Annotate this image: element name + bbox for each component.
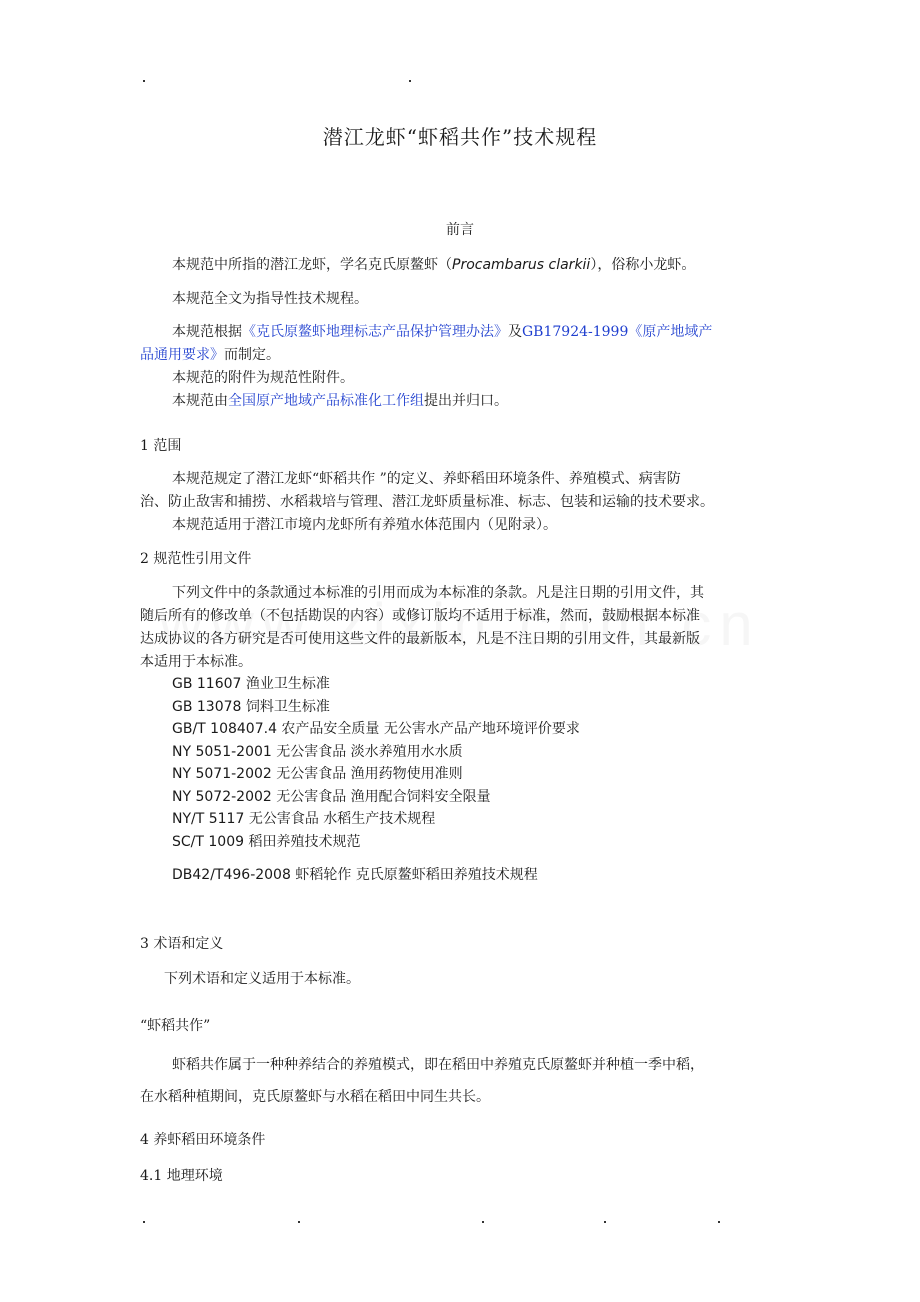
reference-item: SC/T 1009 稻田养殖技术规范 <box>172 834 361 850</box>
term-label: “虾稻共作” <box>140 1018 211 1034</box>
term-definition-line-2: 在水稻种植期间，克氏原鳌虾与水稻在稻田中同生共长。 <box>140 1089 490 1105</box>
p1-text-a: 本规范中所指的潜江龙虾，学名克氏原鳌虾（ <box>172 257 452 273</box>
standard-link[interactable]: GB17924-1999《原产地域产 <box>522 324 713 340</box>
reference-item: DB42/T496-2008 虾稻轮作 克氏原鳌虾稻田养殖技术规程 <box>172 867 538 883</box>
preface-paragraph-2: 本规范全文为指导性技术规程。 <box>172 291 368 307</box>
regulation-link[interactable]: 《克氏原鳌虾地理标志产品保护管理办法》 <box>242 324 508 340</box>
footer-dot-5 <box>718 1221 720 1223</box>
reference-item: GB/T 108407.4 农产品安全质量 无公害水产品产地环境评价要求 <box>172 721 580 737</box>
preface-paragraph-3-line-1 <box>172 321 712 343</box>
section-1-heading: 1 范围 <box>140 438 182 454</box>
preface-heading: 前言 <box>446 222 474 238</box>
reference-item: NY 5072-2002 无公害食品 渔用配合饲料安全限量 <box>172 789 491 805</box>
section-1-p1-line-2: 治、防止敌害和捕捞、水稻栽培与管理、潜江龙虾质量标准、标志、包装和运输的技术要求。 <box>140 494 714 510</box>
p3-text-a: 本规范根据 <box>172 324 242 340</box>
footer-dot-4 <box>604 1221 606 1223</box>
p1-text-b: ），俗称小龙虾。 <box>590 257 696 273</box>
reference-item: NY/T 5117 无公害食品 水稻生产技术规程 <box>172 811 436 827</box>
reference-item: GB 13078 饲料卫生标准 <box>172 699 330 715</box>
reference-item: GB 11607 渔业卫生标准 <box>172 676 330 692</box>
preface-paragraph-3-line-2 <box>140 344 280 366</box>
term-definition-line-1: 虾稻共作属于一种种养结合的养殖模式，即在稻田中养殖克氏原鳌虾并种植一季中稻， <box>172 1057 704 1073</box>
p5-text-b: 提出并归口。 <box>424 393 508 409</box>
working-group-link[interactable]: 全国原产地域产品标准化工作组 <box>228 393 424 409</box>
section-4-1-heading: 4.1 地理环境 <box>140 1168 223 1184</box>
latin-name: Procambarus clarkii <box>452 257 591 273</box>
preface-paragraph-1 <box>172 254 695 276</box>
reference-item: NY 5051-2001 无公害食品 淡水养殖用水水质 <box>172 744 463 760</box>
reference-item: NY 5071-2002 无公害食品 渔用药物使用准则 <box>172 766 463 782</box>
section-1-p2: 本规范适用于潜江市境内龙虾所有养殖水体范围内（见附录）。 <box>172 517 557 533</box>
footer-dot-3 <box>482 1221 484 1223</box>
section-2-p1-line-3: 达成协议的各方研究是否可使用这些文件的最新版本，凡是不注日期的引用文件，其最新版 <box>140 631 700 647</box>
preface-paragraph-5 <box>172 390 508 412</box>
document-title: 潜江龙虾“虾稻共作”技术规程 <box>322 125 598 149</box>
p3-text-b: 及 <box>508 324 522 340</box>
footer-dot-2 <box>298 1221 300 1223</box>
section-2-heading: 2 规范性引用文件 <box>140 551 252 567</box>
p5-text-a: 本规范由 <box>172 393 228 409</box>
header-dot-right <box>409 80 411 82</box>
section-2-p1-line-4: 本适用于本标准。 <box>140 654 252 670</box>
standard-link-cont[interactable]: 品通用要求》 <box>140 347 224 363</box>
footer-dot-1 <box>143 1221 145 1223</box>
section-4-heading: 4 养虾稻田环境条件 <box>140 1132 266 1148</box>
p3-text-c: 而制定。 <box>224 347 280 363</box>
section-2-p1-line-1: 下列文件中的条款通过本标准的引用而成为本标准的条款。凡是注日期的引用文件，其 <box>172 585 704 601</box>
section-1-p1-line-1: 本规范规定了潜江龙虾“虾稻共作 ”的定义、养虾稻田环境条件、养殖模式、病害防 <box>172 471 681 487</box>
section-3-p1: 下列术语和定义适用于本标准。 <box>164 971 360 987</box>
section-2-p1-line-2: 随后所有的修改单（不包括勘误的内容）或修订版均不适用于标准，然而，鼓励根据本标准 <box>140 608 700 624</box>
preface-paragraph-4: 本规范的附件为规范性附件。 <box>172 370 354 386</box>
header-dot-left <box>143 80 145 82</box>
section-3-heading: 3 术语和定义 <box>140 936 224 952</box>
